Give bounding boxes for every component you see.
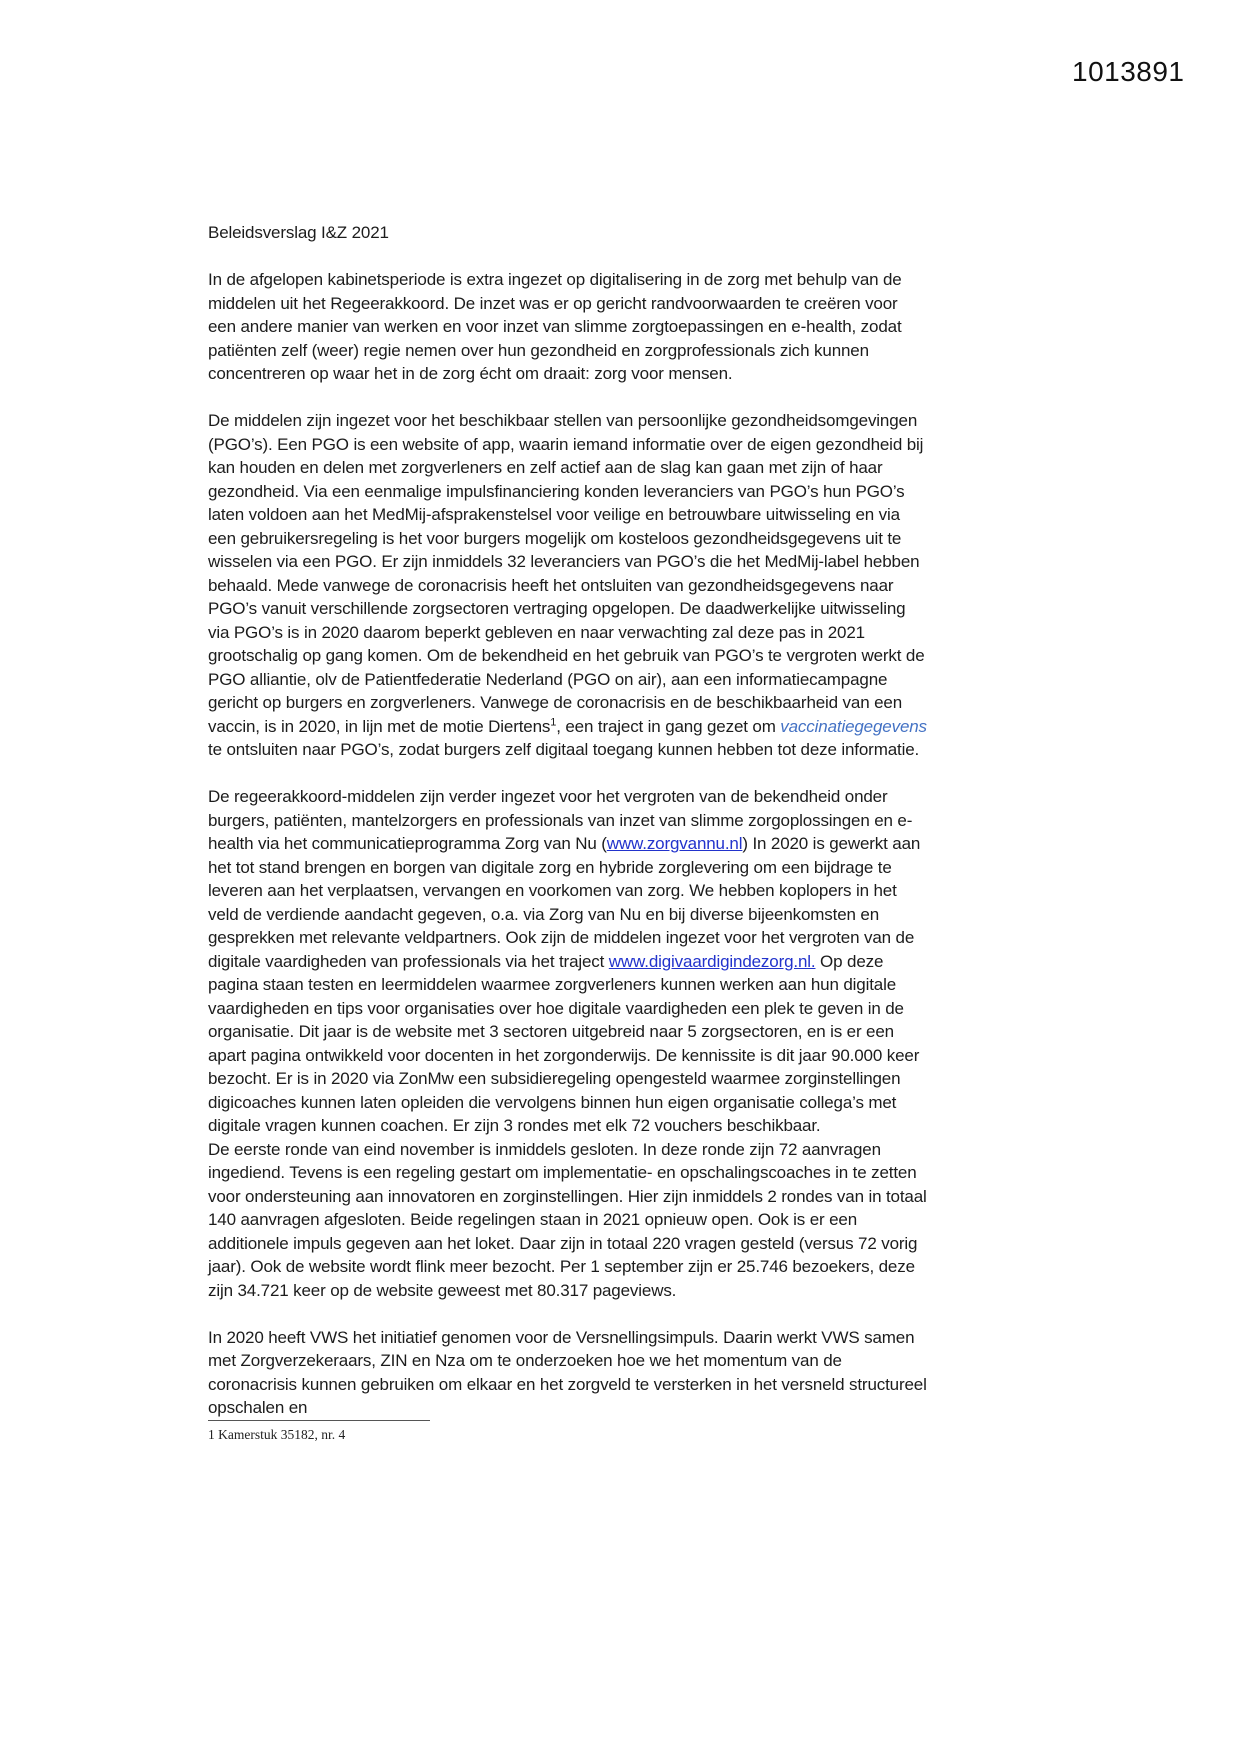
paragraph-regeerakkoord-text: De regeerakkoord-middelen zijn verder ingezet voor het vergroten van de bekendheid onder burgers, patiënten, mantelzorgers en professionals van inzet van slimme zorgoplossingen en e-health via het communicatieprogramma Zorg van Nu (: [208, 787, 913, 853]
paragraph-regeerakkoord-text-end: Op deze pagina staan testen en leermiddelen waarmee zorgverleners kunnen werken aan hun digitale vaardigheden en tips voor organisaties over hoe digitale vaardigheden een plek te geven in de organisatie. Dit jaar is de website met 3 sectoren uitgebreid naar 5 zorgsectoren, en is er een apart pagina ontwikkeld voor docenten in het zorgonderwijs. De kennissite is dit jaar 90.000 keer bezocht. Er is in 2020 via ZonMw een subsidieregeling opengesteld waarmee zorginstellingen digicoaches kunnen laten opleiden die vervolgens binnen hun eigen organisatie collega’s met digitale vragen kunnen coachen. Er zijn 3 rondes met elk 72 vouchers beschikbaar.: [208, 951, 920, 1135]
footnote-reference-marker: 1: [550, 715, 557, 728]
paragraph-intro: [208, 268, 927, 386]
paragraph-versnellingsimpuls: [208, 1326, 927, 1420]
document-number: 1013891: [1072, 56, 1185, 87]
footnote-area: [208, 1420, 927, 1443]
digivaardigindezorg-link[interactable]: www.digivaardigindezorg.nl.: [608, 951, 816, 971]
paragraph-versnellingsimpuls-text: In 2020 heeft VWS het initiatief genomen voor de Versnellingsimpuls. Daarin werkt VWS samen met Zorgverzekeraars, ZIN en Nza om te onderzoeken hoe we het momentum van de coronacrisis kunnen gebruiken om elkaar en het zorgveld te versterken in het versneld structureel opschalen en: [208, 1327, 927, 1417]
paragraph-rondes-text: De eerste ronde van eind november is inmiddels gesloten. In deze ronde zijn 72 aanvragen ingediend. Tevens is een regeling gestart om implementatie- en opschalingscoaches in te zetten voor ondersteuning aan innovatoren en zorginstellingen. Hier zijn inmiddels 2 rondes van in totaal 140 aanvragen afgesloten. Beide regelingen staan in 2021 opnieuw open. Ook is er een additionele impuls gegeven aan het loket. Daar zijn in totaal 220 vragen gesteld (versus 72 vorig jaar). Ook de website wordt flink meer bezocht. Per 1 september zijn er 25.746 bezoekers, deze zijn 34.721 keer op de website geweest met 80.317 pageviews.: [208, 1139, 927, 1300]
footnote-separator-rule: [208, 1420, 430, 1421]
paragraph-regeerakkoord: [208, 785, 927, 1138]
paragraph-intro-text: In de afgelopen kabinetsperiode is extra ingezet op digitalisering in de zorg met behulp van de middelen uit het Regeerakkoord. De inzet was er op gericht randvoorwaarden te creëren voor een andere manier van werken en voor inzet van slimme zorgtoepassingen en e-health, zodat patiënten zelf (weer) regie nemen over hun gezondheid en zorgprofessionals zich kunnen concentreren op waar het in de zorg écht om draait: zorg voor mensen.: [208, 270, 902, 383]
zorgvannu-link[interactable]: www.zorgvannu.nl: [606, 834, 743, 853]
paragraph-pgo-text-mid: , een traject in gang gezet om: [556, 716, 781, 736]
footnote-content: Kamerstuk 35182, nr. 4: [218, 1427, 346, 1442]
footnote-number: 1: [208, 1427, 215, 1442]
paragraph-regeerakkoord-text-mid: ) In 2020 is gewerkt aan het tot stand brengen en borgen van digitale zorg en hybride zorglevering om een bijdrage te leveren aan het verplaatsen, vervangen en voorkomen van zorg. We hebben koplopers in het veld de verdiende aandacht gegeven, o.a. via Zorg van Nu en bij diverse bijeenkomsten en gesprekken met relevante veldpartners. Ook zijn de middelen ingezet voor het vergroten van de digitale vaardigheden van professionals via het traject: [208, 834, 921, 971]
paragraph-rondes: [208, 1138, 927, 1303]
vaccinatiegegevens-link[interactable]: vaccinatiegegevens: [780, 716, 927, 736]
footnote: [208, 1426, 927, 1443]
paragraph-pgo: [208, 409, 927, 762]
document-content: [208, 221, 927, 1420]
paragraph-pgo-text: De middelen zijn ingezet voor het beschikbaar stellen van persoonlijke gezondheidsomgevingen (PGO’s). Een PGO is een website of app, waarin iemand informatie over de eigen gezondheid bij kan houden en delen met zorgverleners en zelf actief aan de slag kan gaan met zijn of haar gezondheid. Via een eenmalige impulsfinanciering konden leveranciers van PGO’s hun PGO’s laten voldoen aan het MedMij-afsprakenstelsel voor veilige en betrouwbare uitwisseling en via een gebruikersregeling is het voor burgers mogelijk om kosteloos gezondheidsgegevens uit te wisselen via een PGO. Er zijn inmiddels 32 leveranciers van PGO’s die het MedMij-label hebben behaald. Mede vanwege de coronacrisis heeft het ontsluiten van gezondheidsgegevens naar PGO’s vanuit verschillende zorgsectoren vertraging opgelopen. De daadwerkelijke uitwisseling via PGO’s is in 2020 daarom beperkt gebleven en naar verwachting zal deze pas in 2021 grootschalig op gang komen. Om de bekendheid en het gebruik van PGO’s te vergroten werkt de PGO alliantie, olv de Patientfederatie Nederland (PGO on air), aan een informatiecampagne gericht op burgers en zorgverleners. Vanwege de coronacrisis en de beschikbaarheid van een vaccin, is in 2020, in lijn met de motie Diertens: [208, 411, 925, 736]
paragraph-pgo-text-end: te ontsluiten naar PGO’s, zodat burgers zelf digitaal toegang kunnen hebben tot deze informatie.: [208, 740, 920, 759]
document-title: Beleidsverslag I&Z 2021: [208, 223, 389, 242]
